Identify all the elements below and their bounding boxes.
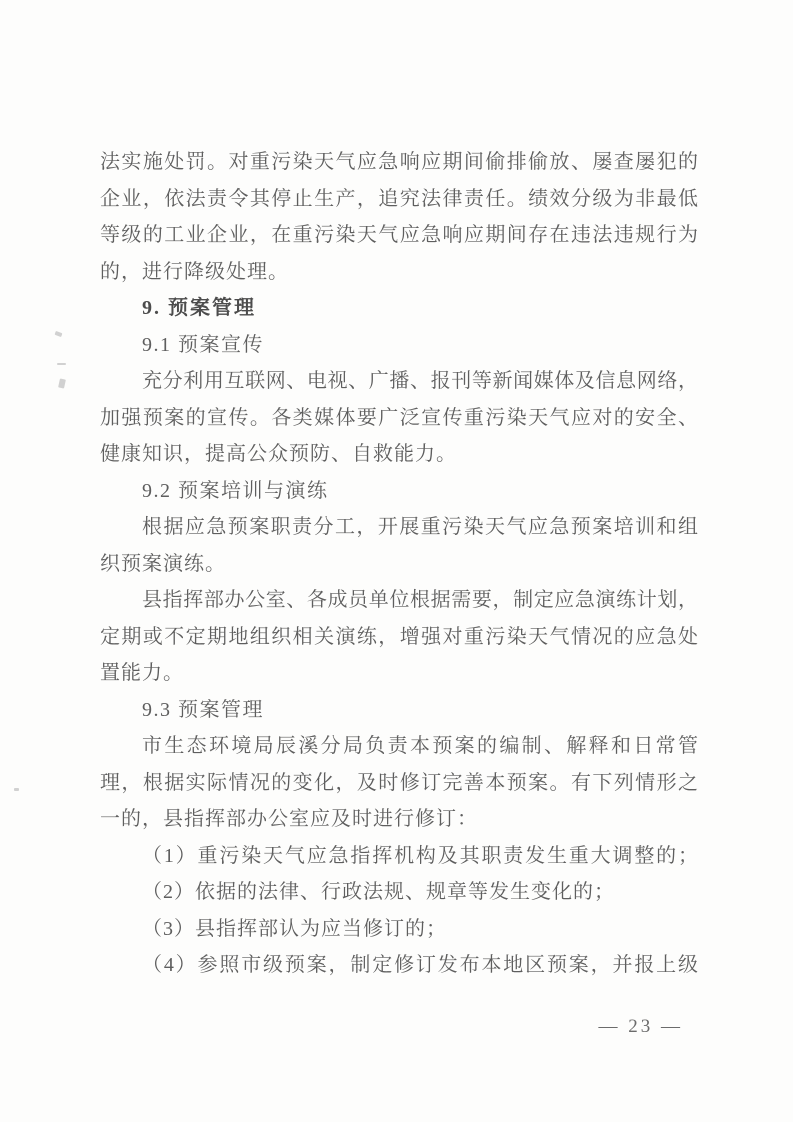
text-line: 等级的工业企业，在重污染天气应急响应期间存在违法违规行为 bbox=[100, 224, 698, 246]
list-item bbox=[100, 838, 698, 875]
text-line: 企业，依法责令其停止生产，追究法律责任。绩效分级为非最低 bbox=[100, 187, 698, 210]
text-line: 定期或不定期地组织相关演练，增强对重污染天气情况的应急处 bbox=[100, 625, 698, 648]
text-line: 法实施处罚。对重污染天气应急响应期间偷排偷放、屡查屡犯的 bbox=[100, 151, 698, 173]
list-item bbox=[100, 947, 698, 984]
section-heading bbox=[100, 290, 698, 327]
list-item bbox=[100, 911, 698, 948]
paragraph bbox=[100, 582, 698, 692]
text-line: （4）参照市级预案，制定修订发布本地区预案，并报上级 bbox=[142, 954, 698, 976]
text-line: 一的，县指挥部办公室应及时进行修订： bbox=[100, 808, 478, 830]
scan-artifact bbox=[14, 788, 19, 791]
text-line: 健康知识，提高公众预防、自救能力。 bbox=[100, 443, 457, 465]
scan-artifact bbox=[57, 363, 66, 365]
document-body bbox=[100, 144, 698, 984]
text-line: 9. 预案管理 bbox=[142, 297, 256, 319]
subsection-heading bbox=[100, 473, 698, 510]
text-line: （1）重污染天气应急指挥机构及其职责发生重大调整的； bbox=[142, 844, 698, 867]
text-line: 9.2 预案培训与演练 bbox=[142, 479, 329, 502]
paragraph bbox=[100, 144, 698, 290]
text-line: 根据应急预案职责分工，开展重污染天气应急预案培训和组 bbox=[142, 516, 698, 538]
text-line: 市生态环境局辰溪分局负责本预案的编制、解释和日常管 bbox=[142, 735, 698, 757]
scan-artifact bbox=[58, 378, 66, 388]
text-line: （2）依据的法律、行政法规、规章等发生变化的； bbox=[142, 881, 615, 903]
text-line: 理，根据实际情况的变化，及时修订完善本预案。有下列情形之 bbox=[100, 771, 698, 794]
subsection-heading bbox=[100, 692, 698, 729]
page-number: — 23 — bbox=[598, 1016, 683, 1037]
text-line: 县指挥部办公室、各成员单位根据需要，制定应急演练计划， bbox=[142, 589, 698, 611]
list-item bbox=[100, 874, 698, 911]
text-line: 织预案演练。 bbox=[100, 552, 226, 575]
paragraph bbox=[100, 509, 698, 582]
text-line: 置能力。 bbox=[100, 662, 184, 684]
paragraph bbox=[100, 728, 698, 838]
text-line: （3）县指挥部认为应当修订的； bbox=[142, 917, 447, 940]
text-line: 加强预案的宣传。各类媒体要广泛宣传重污染天气应对的安全、 bbox=[100, 406, 698, 429]
text-line: 的，进行降级处理。 bbox=[100, 260, 289, 283]
text-line: 9.3 预案管理 bbox=[142, 698, 264, 721]
subsection-heading bbox=[100, 327, 698, 364]
paragraph bbox=[100, 363, 698, 473]
scan-artifact bbox=[55, 331, 63, 337]
text-line: 充分利用互联网、电视、广播、报刊等新闻媒体及信息网络， bbox=[142, 370, 698, 392]
text-line: 9.1 预案宣传 bbox=[142, 333, 264, 356]
